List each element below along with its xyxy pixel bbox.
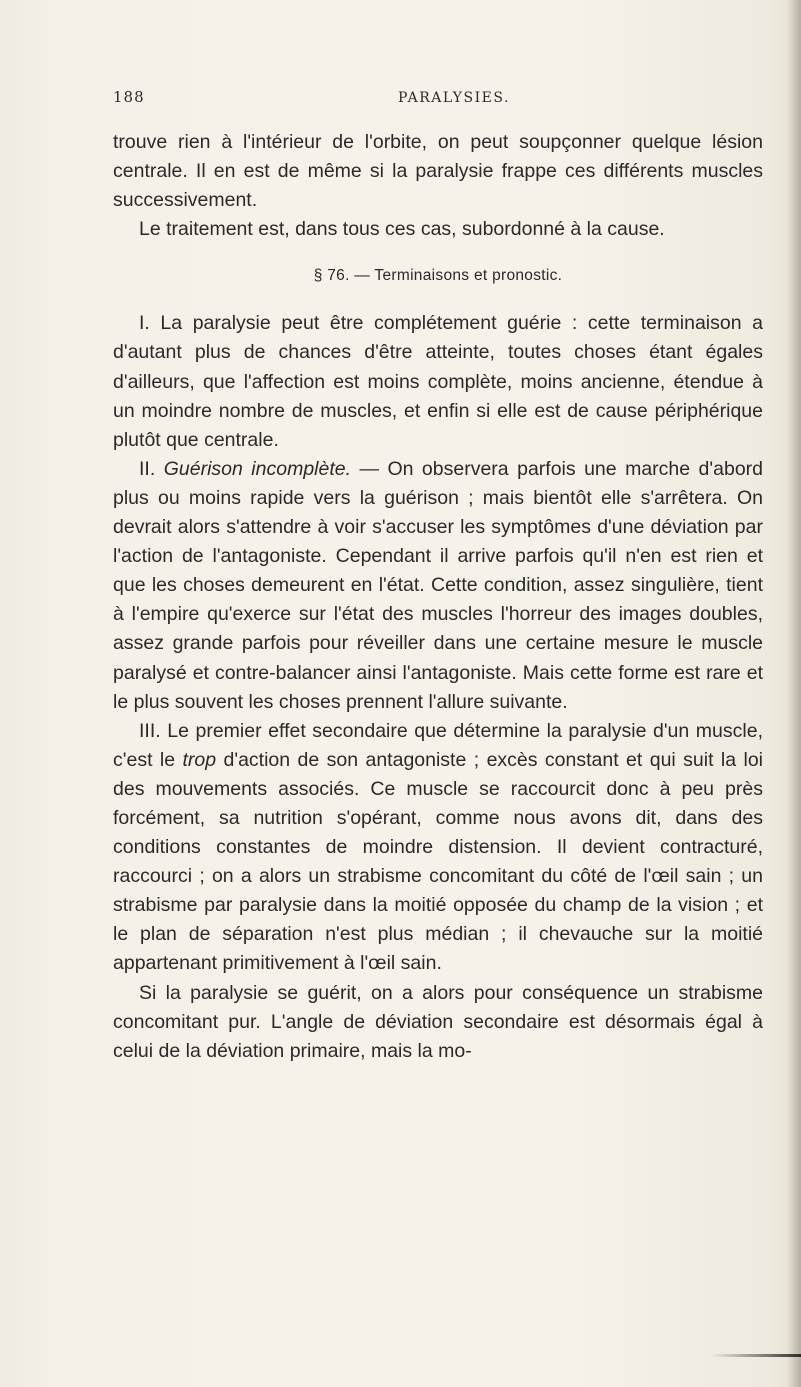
paragraph-secondary-effect <box>113 717 763 979</box>
paragraph-complete-recovery: I. La paralysie peut être complétement guérie : cette terminaison a d'autant plus de chances d'être atteinte, toutes choses étant égales d'ailleurs, que l'affection est moins complète, moins ancienne, étendue à un moindre nombre de muscles, et enfin si elle est de cause périphérique plutôt que centrale. <box>113 312 763 451</box>
section-heading: § 76. — Terminaisons et pronostic. <box>313 267 563 285</box>
page-number: 188 <box>113 88 145 106</box>
paragraph-text: d'action de son antagoniste ; excès constant et qui suit la loi des mouvements associés. Ce muscle se raccourcit donc à peu près forcément, sa nutrition s'opérant, comme nous avons dit, dans des conditions constantes de moindre distension. Il devient contracturé, raccourci ; on a alors un strabisme concomitant du côté de l'œil sain ; un strabisme par paralysie dans la moitié opposée du champ de la vision ; et le plan de séparation n'est plus médian ; il chevauche sur la moitié appartenant primitivement à l'œil sain. <box>113 748 764 975</box>
paragraph-incomplete-recovery <box>113 455 763 717</box>
body-text <box>113 128 763 1066</box>
numeral-ii: II. <box>139 457 164 480</box>
page-edge-shadow <box>787 0 801 1387</box>
paragraph-text-lead: III. Le premier effet secondaire que détermine la paralysie d'un muscle, c'est le <box>113 719 763 771</box>
paragraph-treatment: Le traitement est, dans tous ces cas, subordonné à la cause. <box>139 218 665 241</box>
paragraph-text: — On observera parfois une marche d'abord plus ou moins rapide vers la guérison ; mais bientôt elle s'arrêtera. On devrait alors s'attendre à voir s'accuser les symptômes d'une déviation par l'action de l'antagoniste. Cependant il arrive parfois qu'il n'en est rien et que les choses demeurent en l'état. Cette condition, assez singulière, tient à l'empire qu'exerce sur l'état des muscles l'horreur des images doubles, assez grande parfois pour réveiller dans une certaine mesure le muscle paralysé et contre-balancer ainsi l'antagoniste. Mais cette forme est rare et le plus souvent les choses prennent l'allure suivante. <box>113 457 763 713</box>
page-header <box>113 84 763 114</box>
emphasis-trop: trop <box>182 748 217 771</box>
paragraph-pure-strabismus: Si la paralysie se guérit, on a alors pour conséquence un strabisme concomitant pur. L'angle de déviation secondaire est désormais égal à celui de la déviation primaire, mais la mo- <box>113 981 763 1062</box>
running-head: PARALYSIES. <box>398 90 510 106</box>
scan-edge-mark <box>711 1354 801 1357</box>
subheading-incomplete-recovery: Guérison incomplète. <box>163 457 352 480</box>
paragraph-continuation: trouve rien à l'intérieur de l'orbite, on peut soupçonner quelque lésion centrale. Il en est de même si la paralysie frappe ces différents muscles successivement. <box>113 131 763 212</box>
